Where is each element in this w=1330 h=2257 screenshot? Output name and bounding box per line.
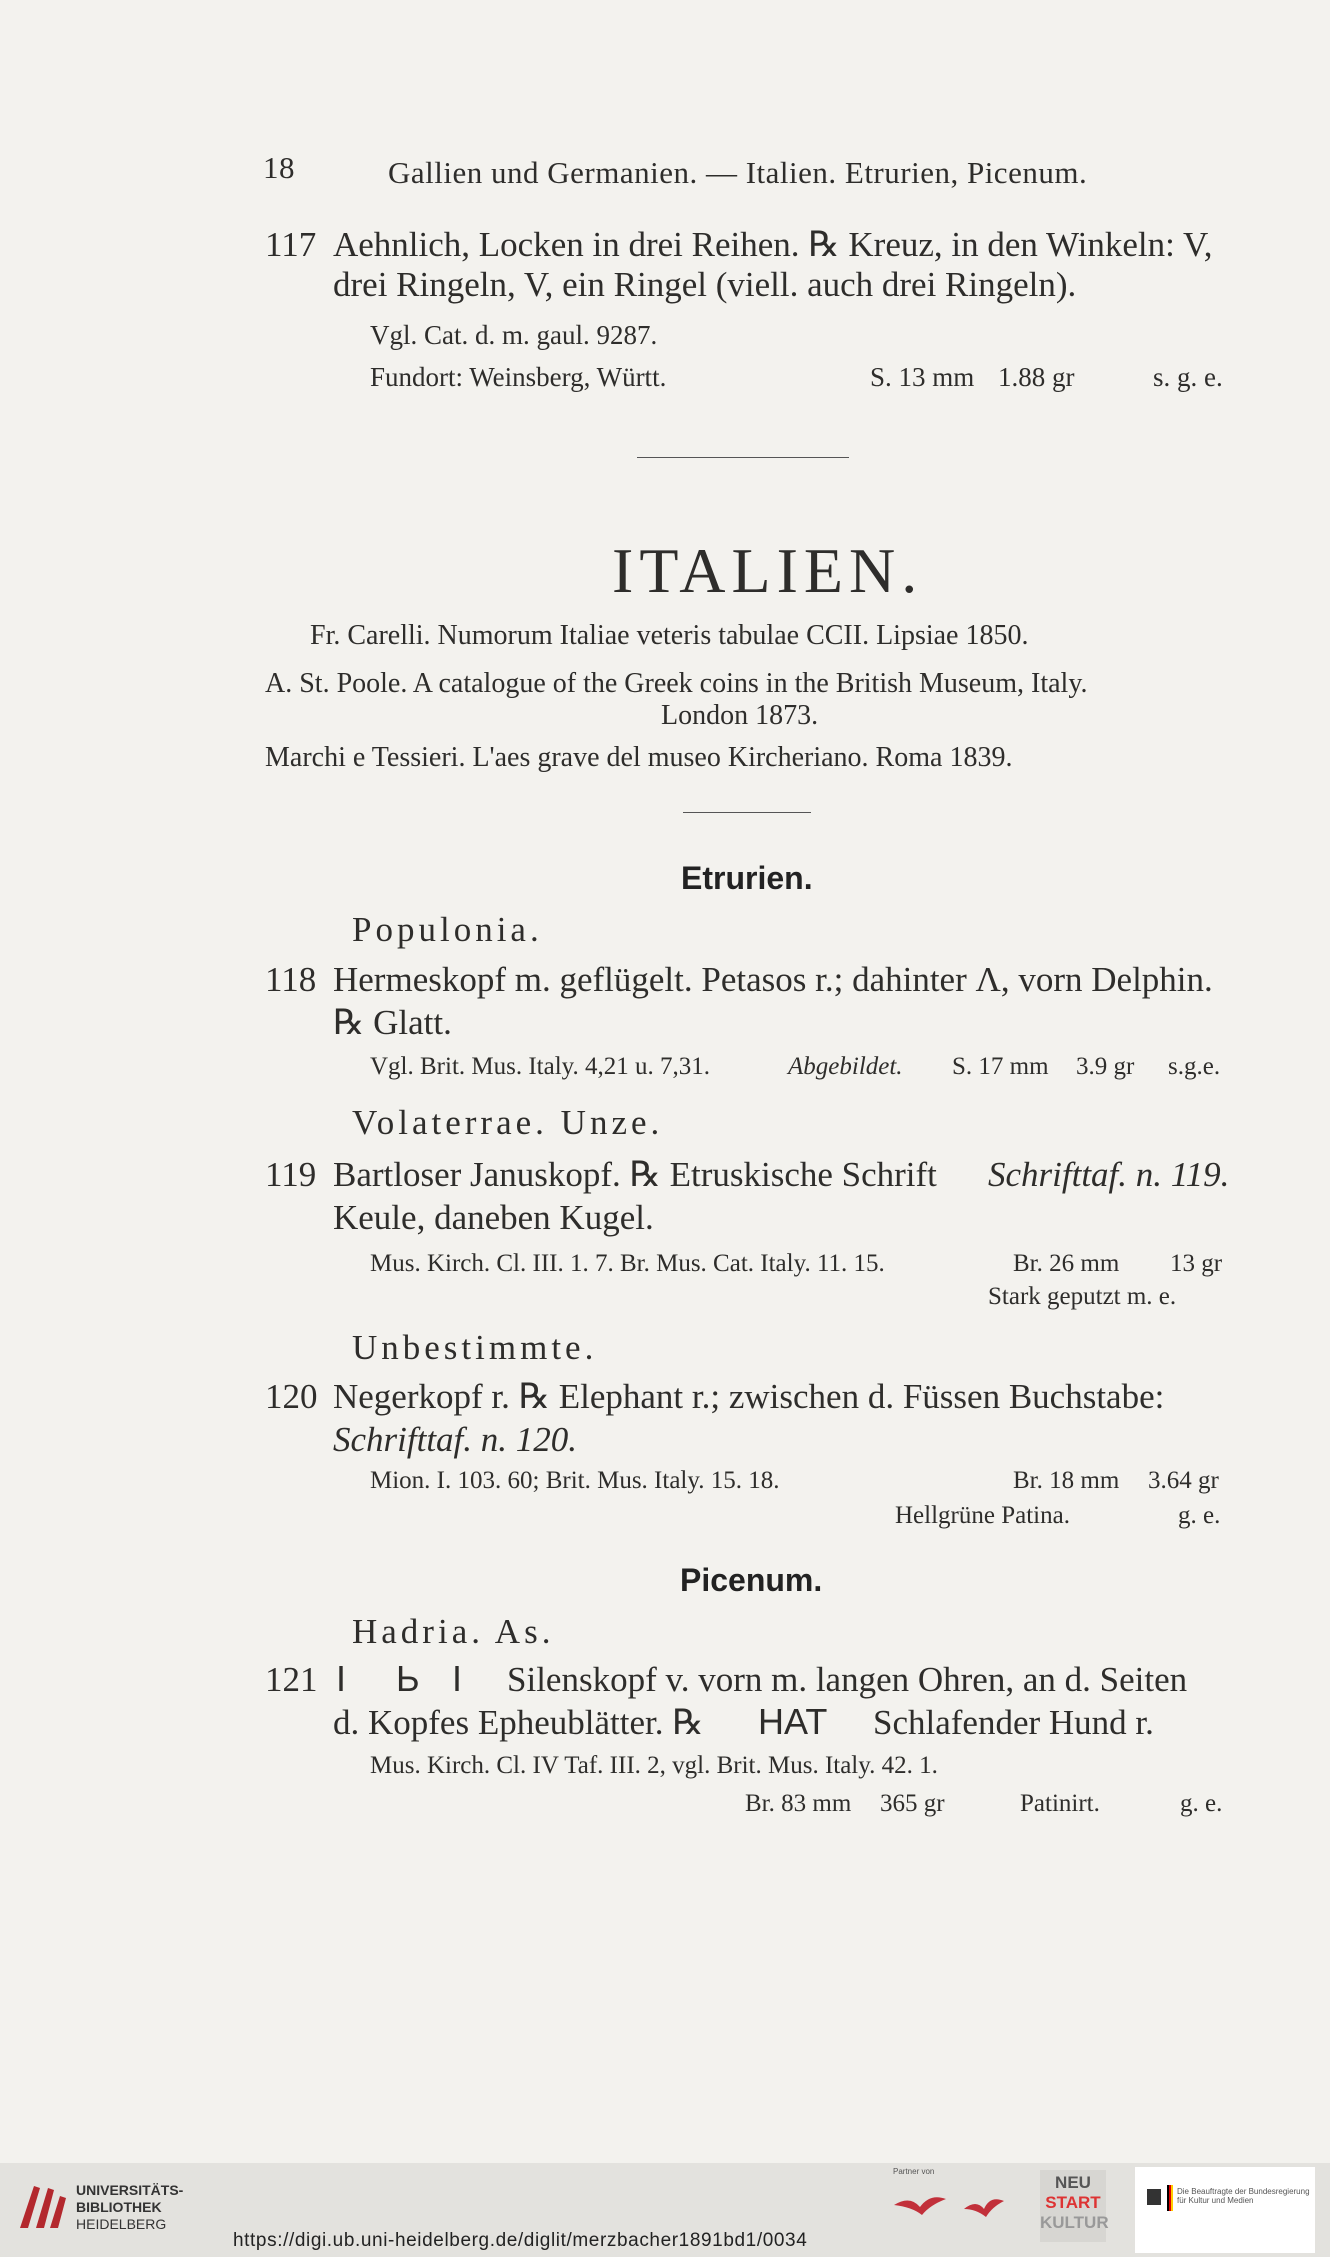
bibliography-poole: A. St. Poole. A catalogue of the Greek coins in the British Museum, Italy.	[265, 668, 1088, 699]
neustart-line3: KULTUR	[1040, 2213, 1109, 2232]
entry-117-line2: drei Ringeln, V, ein Ringel (viell. auch drei Ringeln).	[333, 265, 1077, 304]
section-divider	[683, 812, 811, 813]
subheading-hadria: Hadria. As.	[352, 1612, 555, 1651]
entry-121-condition: g. e.	[1180, 1790, 1223, 1817]
entry-120-note: Mion. I. 103. 60; Brit. Mus. Italy. 15. 18.	[370, 1467, 780, 1494]
entry-117-line1: Aehnlich, Locken in drei Reihen. ℞ Kreuz, in den Winkeln: V,	[333, 225, 1213, 264]
section-title-italien: ITALIEN.	[612, 535, 924, 606]
bkm-line2: für Kultur und Medien	[1177, 2196, 1254, 2205]
neustart-kultur-logo[interactable]	[1040, 2170, 1109, 2242]
heading-picenum: Picenum.	[680, 1562, 823, 1598]
neustart-line2: START	[1045, 2193, 1101, 2212]
entry-119-condition: Stark geputzt m. e.	[988, 1283, 1177, 1310]
entry-121-patina: Patinirt.	[1020, 1790, 1100, 1817]
entry-120-condition: g. e.	[1178, 1502, 1221, 1529]
entry-120-weight: 3.64 gr	[1148, 1467, 1219, 1494]
entry-119-weight: 13 gr	[1170, 1250, 1223, 1277]
partner-label: Partner von	[893, 2167, 935, 2176]
entry-118-size: S. 17 mm	[952, 1053, 1049, 1080]
neustart-line1: NEU	[1055, 2173, 1091, 2192]
bkm-line1: Die Beauftragte der Bundesregierung	[1177, 2187, 1310, 2196]
page-number: 18	[263, 150, 295, 185]
university-library-logo-icon[interactable]	[14, 2178, 70, 2234]
entry-120-patina: Hellgrüne Patina.	[895, 1502, 1070, 1529]
running-title: Gallien und Germanien. — Italien. Etrurien, Picenum.	[388, 155, 1088, 190]
entry-number-121: 121	[265, 1660, 318, 1699]
entry-117-findspot: Fundort: Weinsberg, Württ.	[370, 362, 667, 392]
entry-117-weight: 1.88 gr	[998, 362, 1075, 392]
entry-118-line2: ℞ Glatt.	[333, 1003, 452, 1042]
library-name[interactable]	[76, 2182, 183, 2233]
entry-119-line2: Keule, daneben Kugel.	[333, 1198, 654, 1237]
bibliography-poole-place: London 1873.	[661, 700, 819, 731]
subheading-volaterrae: Volaterrae. Unze.	[352, 1103, 664, 1142]
entry-119-plate-ref: Schrifttaf. n. 119.	[988, 1155, 1230, 1194]
entry-121-weight: 365 gr	[880, 1790, 945, 1817]
bibliography-carelli: Fr. Carelli. Numorum Italiae veteris tabulae CCII. Lipsiae 1850.	[310, 620, 1029, 651]
entry-121-line2: d. Kopfes Epheublätter. ℞	[333, 1703, 704, 1742]
entry-118-illustrated: Abgebildet.	[788, 1053, 903, 1080]
section-divider	[637, 457, 849, 458]
entry-121-note: Mus. Kirch. Cl. IV Taf. III. 2, vgl. Brit. Mus. Italy. 42. 1.	[370, 1752, 938, 1779]
entry-119-line1: Bartloser Januskopf. ℞ Etruskische Schrift	[333, 1155, 937, 1194]
library-name-line1: UNIVERSITÄTS-	[76, 2182, 184, 2198]
entry-number-120: 120	[265, 1377, 318, 1416]
dfg-logo-icon[interactable]	[890, 2185, 950, 2230]
entry-121-line2-end: Schlafender Hund r.	[873, 1703, 1154, 1742]
subheading-unbestimmte: Unbestimmte.	[352, 1328, 598, 1367]
entry-117-note: Vgl. Cat. d. m. gaul. 9287.	[370, 320, 658, 350]
entry-118-condition: s.g.e.	[1168, 1053, 1221, 1080]
entry-117-condition: s. g. e.	[1153, 362, 1223, 392]
entry-number-117: 117	[265, 225, 317, 264]
library-name-line2: BIBLIOTHEK	[76, 2199, 162, 2215]
entry-118-note: Vgl. Brit. Mus. Italy. 4,21 u. 7,31.	[370, 1053, 711, 1080]
entry-number-118: 118	[265, 960, 317, 999]
entry-121-size: Br. 83 mm	[745, 1790, 852, 1817]
entry-117-size: S. 13 mm	[870, 362, 975, 392]
eagle-icon	[1147, 2189, 1161, 2205]
entry-number-119: 119	[265, 1155, 317, 1194]
etruscan-letter: I	[336, 1658, 347, 1699]
ddb-logo-icon[interactable]	[960, 2185, 1008, 2230]
bibliography-marchi: Marchi e Tessieri. L'aes grave del museo Kircheriano. Roma 1839.	[265, 742, 1013, 773]
entry-120-size: Br. 18 mm	[1013, 1467, 1120, 1494]
entry-120-line1: Negerkopf r. ℞ Elephant r.; zwischen d. Füssen Buchstabe:	[333, 1377, 1165, 1416]
etruscan-inscription: HAT	[758, 1701, 828, 1742]
entry-121-line1: Silenskopf v. vorn m. langen Ohren, an d. Seiten	[507, 1660, 1188, 1699]
entry-119-size: Br. 26 mm	[1013, 1250, 1120, 1277]
entry-120-plate-ref: Schrifttaf. n. 120.	[333, 1420, 578, 1459]
page-url-link[interactable]: https://digi.ub.uni-heidelberg.de/diglit/merzbacher1891bd1/0034	[233, 2230, 808, 2251]
entry-118-line1: Hermeskopf m. geflügelt. Petasos r.; dahinter Λ, vorn Delphin.	[333, 960, 1213, 999]
library-name-line3: HEIDELBERG	[76, 2216, 167, 2232]
heading-etrurien: Etrurien.	[681, 860, 813, 896]
entry-118-weight: 3.9 gr	[1076, 1053, 1135, 1080]
etruscan-letter: Ь	[396, 1658, 420, 1699]
subheading-populonia: Populonia.	[352, 910, 543, 949]
etruscan-letter: I	[452, 1658, 463, 1699]
flag-bar-gold	[1171, 2185, 1173, 2211]
bkm-logo[interactable]	[1135, 2167, 1315, 2253]
entry-119-note: Mus. Kirch. Cl. III. 1. 7. Br. Mus. Cat. Italy. 11. 15.	[370, 1250, 885, 1277]
